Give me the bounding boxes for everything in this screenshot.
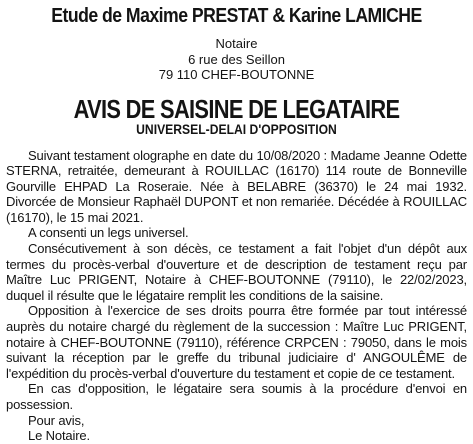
paragraph-pour-avis: Pour avis, (28, 412, 85, 428)
paragraph-envoi: En cas d'opposition, le légataire sera soumis à la procédure d'envoi en possession. (6, 381, 467, 412)
notice-body (6, 148, 467, 444)
notice-subtitle: UNIVERSEL-DELAI D'OPPOSITION (136, 121, 337, 137)
address-line-street: 6 rue des Seillon (188, 51, 285, 67)
paragraph-signature: Le Notaire. (28, 428, 90, 444)
address-line-title: Notaire (215, 36, 258, 51)
paragraph-depot: Consécutivement à son décès, ce testament a fait l'objet d'un dépôt aux termes du procès-verbal d'ouverture et de description de testament reçu par Maître Luc PRIGENT, Notaire à CHEF-BOUTONNE (79110), le 22/02/2023, duquel il résulte que le légataire remplit les conditions de la saisine. (6, 241, 467, 303)
legal-notice (6, 0, 467, 444)
notice-title: AVIS DE SAISINE DE LEGATAIRE (73, 93, 400, 124)
address-line-city: 79 110 CHEF-BOUTONNE (158, 67, 315, 82)
paragraph-legs: A consenti un legs universel. (28, 225, 189, 241)
firm-name: Etude de Maxime PRESTAT & Karine LAMICHE (51, 4, 422, 27)
paragraph-opposition: Opposition à l'exercice de ses droits pourra être formée par tout intéressé auprès du notaire chargé du règlement de la succession : Maître Luc PRIGENT, notaire à CHEF-BOUTONNE (79110), référence CRPCEN : 79050, dans le mois suivant la réception par le greffe du tribunal judiciaire d' ANGOULÊME de l'expédition du procès-verbal d'ouverture du testament et copie de ce testament. (6, 303, 467, 381)
paragraph-testament: Suivant testament olographe en date du 10/08/2020 : Madame Jeanne Odette STERNA, retraitée, demeurant à ROUILLAC (16170) 114 route de Bonneville Gourville EHPAD La Roseraie. Née à BELABRE (36370) le 24 mai 1932. Divorcée de Monsieur Raphaël DUPONT et non remariée. Décédée à ROUILLAC (16170), le 15 mai 2021. (6, 147, 467, 225)
firm-address (6, 36, 467, 83)
